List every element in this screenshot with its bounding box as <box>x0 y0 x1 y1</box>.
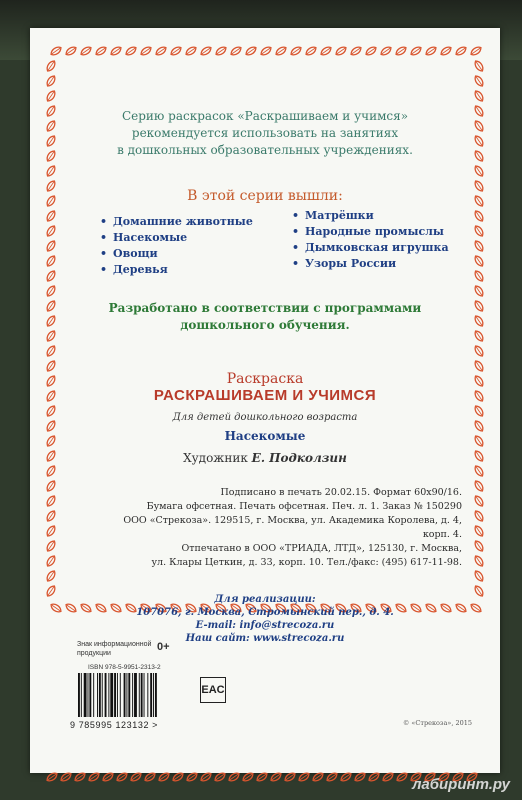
artist-name: Е. Подколзин <box>251 451 347 465</box>
list-item: • Узоры России <box>292 256 449 272</box>
sales-contacts <box>30 593 500 645</box>
copyright: © «Стрекоза», 2015 <box>402 719 472 727</box>
intro-line: Серию раскрасок «Раскрашиваем и учимся» <box>121 109 409 123</box>
imprint-line: Подписано в печать 20.02.15. Формат 60х90/16. <box>220 487 462 498</box>
barcode-icon <box>76 673 186 717</box>
program-note <box>30 300 500 334</box>
list-item: • Насекомые <box>100 230 253 246</box>
series-title: РАСКРАШИВАЕМ И УЧИМСЯ <box>153 387 377 404</box>
sales-heading: Для реализации: <box>214 594 316 605</box>
series-list-right <box>292 208 449 272</box>
info-label-line: Знак информационной <box>77 641 152 648</box>
list-item: • Матрёшки <box>292 208 449 224</box>
book-kind: Раскраска <box>226 371 304 387</box>
list-item: • Дымковская игрушка <box>292 240 449 256</box>
artist-credit <box>30 451 500 465</box>
eac-mark: EAC <box>200 677 226 703</box>
sales-email: E-mail: info@strecoza.ru <box>195 620 335 631</box>
intro-line: в дошкольных образовательных учреждениях. <box>117 143 413 157</box>
book-topic: Насекомые <box>224 429 306 443</box>
age-group: Для детей дошкольного возраста <box>172 412 358 423</box>
info-label-line: продукции <box>77 650 111 657</box>
intro-line: рекомендуется использовать на занятиях <box>131 126 399 140</box>
sales-website: Наш сайт: www.strecoza.ru <box>185 633 345 644</box>
program-note-line: дошкольного обучения. <box>180 318 350 332</box>
list-item: • Народные промыслы <box>292 224 449 240</box>
program-note-line: Разработано в соответствии с программами <box>108 301 422 315</box>
age-rating: 0+ <box>157 641 170 653</box>
imprint-line: ООО «Стрекоза». 129515, г. Москва, ул. Академика Королева, д. 4, корп. 4. <box>123 515 462 540</box>
list-item: • Деревья <box>100 262 253 278</box>
series-recommendation <box>30 108 500 159</box>
artist-label: Художник <box>183 451 248 465</box>
series-heading: В этой серии вышли: <box>187 188 343 204</box>
imprint-line: Отпечатано в ООО «ТРИАДА, ЛТД», 125130, г. Москва, <box>181 543 462 554</box>
barcode-number: 9 785995 123132 > <box>70 720 159 730</box>
watermark-logo: лабиринт.ру <box>412 776 510 793</box>
isbn: ISBN 978-5-9951-2313-2 <box>88 664 161 671</box>
list-item: • Овощи <box>100 246 253 262</box>
series-list-left <box>100 214 253 278</box>
book-back-cover <box>30 28 500 773</box>
imprint-line: ул. Клары Цеткин, д. 33, корп. 10. Тел./факс: (495) 617-11-98. <box>151 557 462 568</box>
imprint-block <box>100 486 500 570</box>
imprint-line: Бумага офсетная. Печать офсетная. Печ. л. 1. Заказ № 150290 <box>146 501 462 512</box>
info-product-label <box>77 640 151 658</box>
list-item: • Домашние животные <box>100 214 253 230</box>
sales-address: 107076, г. Москва, Стромынский пер., д. 4. <box>136 607 394 618</box>
